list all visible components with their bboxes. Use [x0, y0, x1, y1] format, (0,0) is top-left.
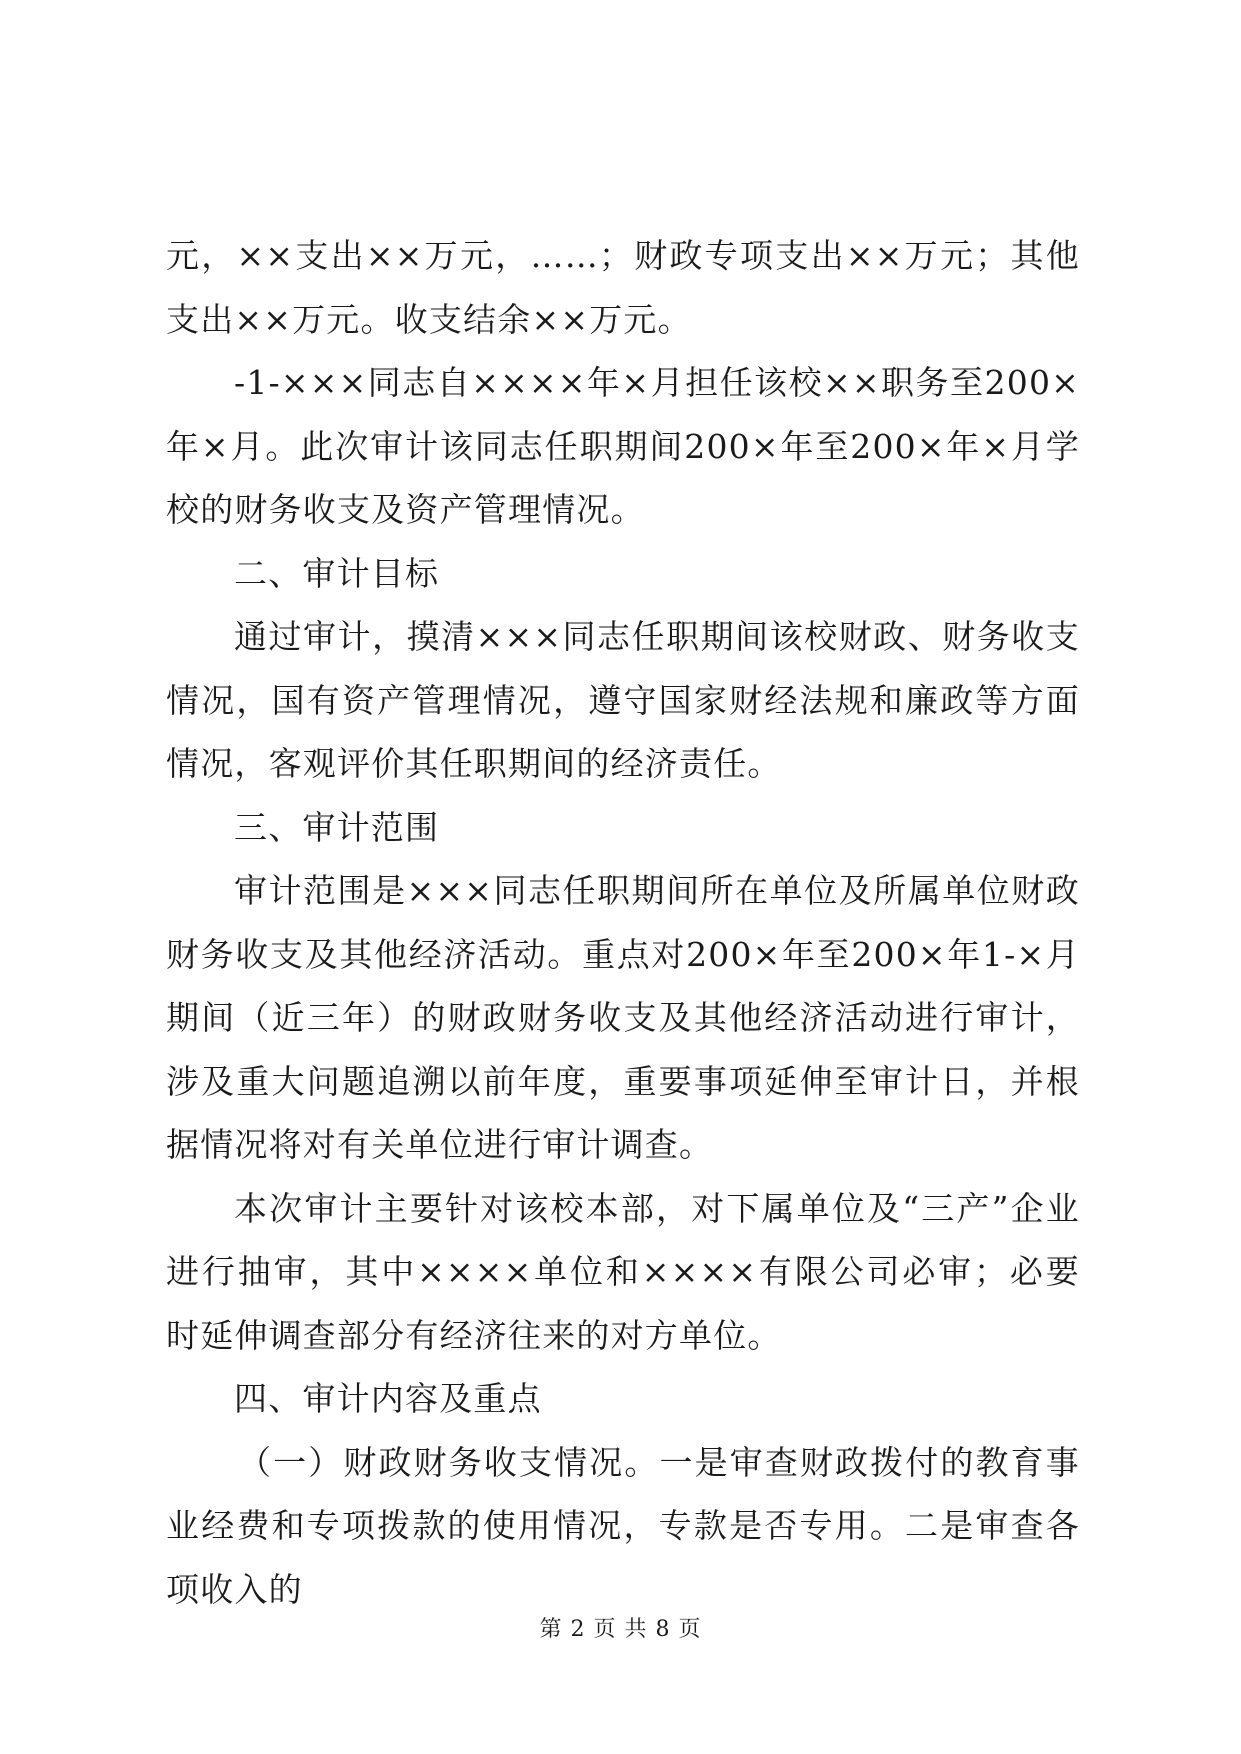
paragraph-audit-scope: 审计范围是×××同志任职期间所在单位及所属单位财政财务收支及其他经济活动。重点对200×年至200×年1-×月期间（近三年）的财政财务收支及其他经济活动进行审计，涉及重大问题追溯以前年度，重要事项延伸至审计日，并根据情况将对有关单位进行审计调查。 [166, 871, 1080, 1164]
heading-audit-content: 四、审计内容及重点 [234, 1379, 542, 1418]
document-body [166, 224, 1080, 1621]
page-number-footer: 第 2 页 共 8 页 [539, 1617, 702, 1642]
paragraph-continuation: 元，××支出××万元，……；财政专项支出××万元；其他支出××万元。收支结余××万元。 [166, 236, 1080, 339]
paragraph-audit-focus-units: 本次审计主要针对该校本部，对下属单位及“三产”企业进行抽审，其中××××单位和××××有限公司必审；必要时延伸调查部分有经济往来的对方单位。 [166, 1188, 1080, 1355]
paragraph-financial-revenue-expenditure: （一）财政财务收支情况。一是审查财政拨付的教育事业经费和专项拨款的使用情况，专款是否专用。二是审查各项收入的 [166, 1442, 1080, 1609]
heading-audit-objective: 二、审计目标 [234, 553, 440, 593]
paragraph-tenure: -1-×××同志自××××年×月担任该校××职务至200×年×月。此次审计该同志任职期间200×年至200×年×月学校的财务收支及资产管理情况。 [166, 363, 1080, 529]
paragraph-audit-objective: 通过审计，摸清×××同志任职期间该校财政、财务收支情况，国有资产管理情况，遵守国家财经法规和廉政等方面情况，客观评价其任职期间的经济责任。 [166, 617, 1080, 783]
heading-audit-scope: 三、审计范围 [234, 807, 440, 847]
